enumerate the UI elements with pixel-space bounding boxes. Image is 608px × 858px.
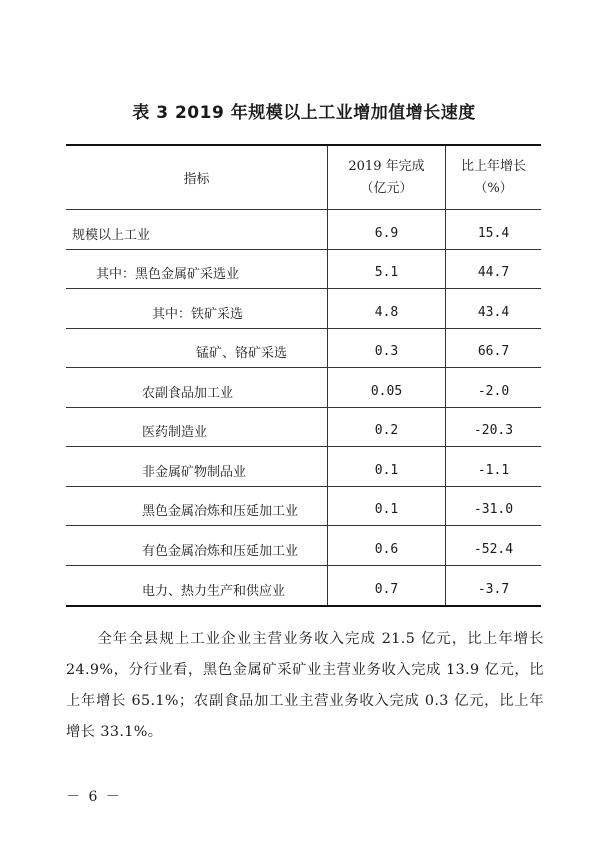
row-label: 黑色金属冶炼和压延加工业 — [66, 487, 328, 526]
row-value: 6.9 — [328, 210, 446, 249]
row-label: 有色金属冶炼和压延加工业 — [66, 526, 328, 565]
table-row — [66, 289, 541, 329]
row-growth: 66.7 — [477, 344, 510, 359]
row-value: 0.7 — [328, 566, 446, 606]
page-number: － 6 － — [66, 789, 122, 805]
row-growth: -1.1 — [477, 462, 510, 478]
row-label: 电力、热力生产和供应业 — [66, 566, 328, 606]
row-growth: 44.7 — [477, 265, 510, 280]
table-row — [66, 210, 541, 250]
header-growth-line1: 比上年增长 — [460, 158, 526, 174]
header-indicator: 指标 — [66, 146, 328, 209]
row-growth: 43.4 — [477, 304, 510, 320]
data-table — [66, 144, 541, 607]
row-growth: 15.4 — [477, 225, 510, 241]
row-label: 农副食品加工业 — [66, 368, 328, 407]
header-value-line1: 2019 年完成 — [348, 158, 425, 174]
row-label: 规模以上工业 — [66, 210, 328, 249]
row-value: 0.1 — [328, 447, 446, 486]
table-row — [66, 526, 541, 566]
row-label: 其中：黑色金属矿采选业 — [66, 250, 328, 289]
row-value: 5.1 — [328, 250, 446, 289]
table-row — [66, 566, 541, 606]
row-value: 0.3 — [328, 329, 446, 368]
table-row — [66, 447, 541, 487]
table-row — [66, 487, 541, 527]
header-growth-unit: （%） — [474, 180, 513, 196]
row-growth: -52.4 — [473, 541, 514, 557]
table-row — [66, 408, 541, 448]
header-value — [328, 146, 446, 209]
header-value-unit: （亿元） — [360, 180, 413, 196]
row-value: 0.05 — [328, 368, 446, 407]
table-row — [66, 368, 541, 408]
table-row — [66, 250, 541, 290]
row-label: 医药制造业 — [66, 408, 328, 447]
row-label: 非金属矿物制品业 — [66, 447, 328, 486]
table-row — [66, 329, 541, 369]
header-growth — [446, 146, 541, 209]
table-header-row — [66, 146, 541, 210]
row-value: 4.8 — [328, 289, 446, 328]
row-label: 锰矿、铬矿采选 — [66, 329, 328, 368]
row-growth: -3.7 — [477, 582, 510, 597]
paragraph-text: 全年全县规上工业企业主营业务收入完成 21.5 亿元，比上年增长 24.9%，分行业看，黑色金属矿采矿业主营业务收入完成 13.9 亿元，比上年增长 65.1%；农副食品加工业主营业务收入完成 0.3 亿元，比上年增长 33.1%。 — [66, 631, 544, 740]
row-value: 0.1 — [328, 487, 446, 526]
row-growth: -2.0 — [477, 383, 510, 399]
table-title: 表 3 2019 年规模以上工业增加值增长速度 — [132, 103, 476, 123]
row-growth: -20.3 — [473, 423, 514, 438]
row-label: 其中：铁矿采选 — [66, 289, 328, 328]
row-growth: -31.0 — [473, 502, 514, 517]
body-paragraph — [66, 624, 544, 748]
row-value: 0.2 — [328, 408, 446, 447]
row-value: 0.6 — [328, 526, 446, 565]
